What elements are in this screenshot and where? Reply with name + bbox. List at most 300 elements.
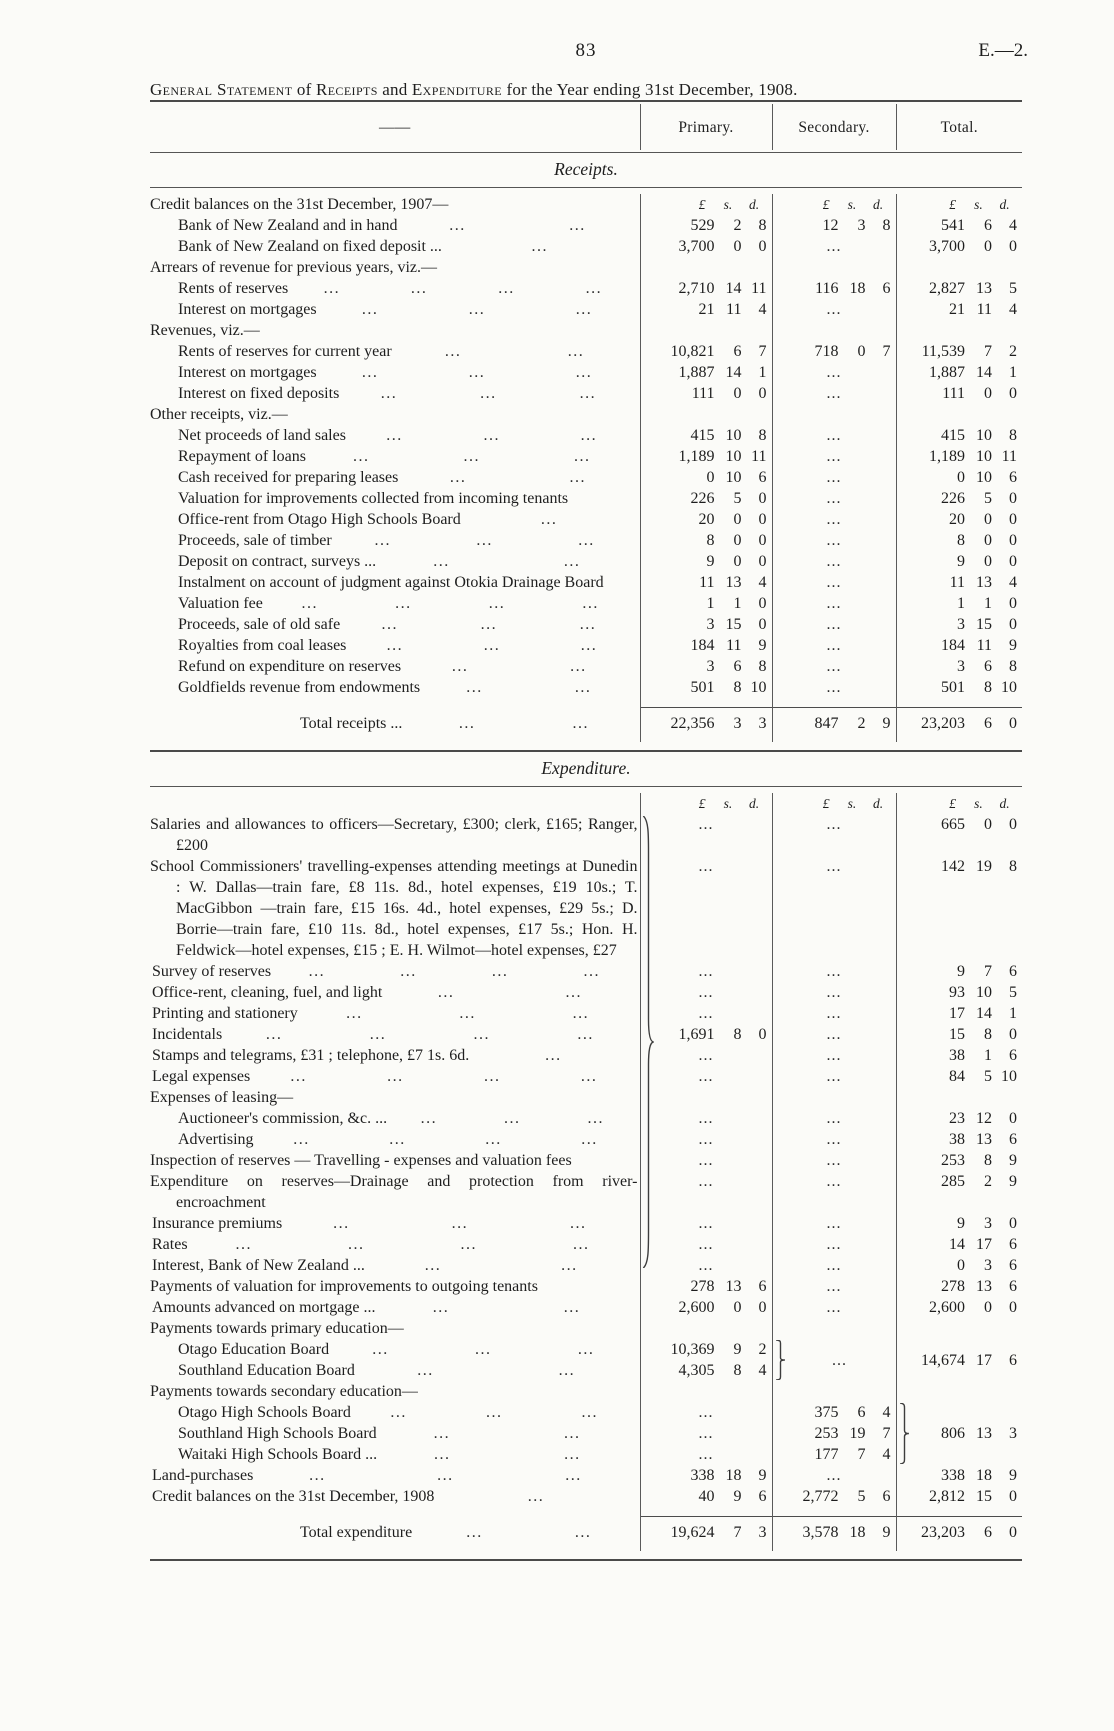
leader-dots: ...: [577, 1341, 595, 1358]
amount: [899, 635, 1021, 656]
row-label: [150, 708, 640, 742]
amount-cell: [896, 551, 1022, 572]
row-label-text: Interest on fixed deposits: [178, 385, 340, 402]
amount-shillings: 12: [976, 1110, 992, 1127]
amount-pence: 0: [758, 532, 767, 549]
amount-shillings: 1: [984, 595, 992, 612]
amount-shillings: 0: [733, 1299, 742, 1316]
row-label-text: Land-purchases: [152, 1467, 254, 1484]
leader-dots: ...: [488, 595, 506, 612]
leader-dots: ...: [380, 385, 398, 402]
amount-pence: 8: [758, 427, 767, 444]
leader-dots: ...: [570, 658, 587, 675]
row-label: Revenues, viz.—: [150, 322, 260, 339]
row-label: [150, 215, 640, 236]
ellipsis: ...: [826, 595, 842, 612]
leader-dots: ...: [389, 1131, 406, 1148]
table-row: [150, 698, 1022, 708]
table-row: [150, 1150, 1022, 1171]
column-header-total: Total.: [896, 104, 1022, 150]
amount-pence: 8: [758, 217, 767, 234]
ellipsis: ...: [826, 1131, 842, 1148]
row-label: Other receipts, viz.—: [150, 406, 288, 423]
amount-cell: [640, 1517, 772, 1552]
row-label: [150, 1003, 640, 1024]
amount-pence: 10: [750, 679, 767, 696]
row-label-text: Valuation fee: [178, 595, 263, 612]
table-row: [150, 404, 1022, 425]
amount-shillings: 3: [733, 715, 742, 732]
ellipsis: ...: [698, 984, 714, 1001]
ellipsis: ...: [826, 1236, 842, 1253]
leader-dots: ...: [579, 385, 597, 402]
amount-cell: [896, 1066, 1022, 1087]
leader-dots: ...: [361, 301, 379, 318]
amount-pounds: 226: [941, 490, 965, 507]
leader-dots: ...: [235, 1236, 253, 1253]
amount-cell: [772, 614, 896, 635]
amount-cell: [640, 1360, 772, 1381]
amount-cell: [896, 404, 1022, 425]
amount-cell: [640, 215, 772, 236]
amount-cell: [640, 614, 772, 635]
table-row: [150, 1213, 1022, 1234]
amount-cell: [896, 1087, 1022, 1108]
leader-dots: ...: [561, 1257, 578, 1274]
amount-pence: 7: [758, 343, 767, 360]
brace-icon: [775, 1340, 786, 1380]
leader-dots: ...: [466, 679, 483, 696]
amount-pounds: 529: [690, 217, 715, 234]
amount-shillings: 11: [976, 637, 992, 654]
row-label: [150, 1066, 640, 1087]
ellipsis: ...: [826, 637, 842, 654]
amount-cell: [640, 982, 772, 1003]
leader-dots: ...: [580, 637, 598, 654]
amount-pounds: 23,203: [921, 1524, 965, 1541]
row-label: [150, 593, 640, 614]
amount-cell: [772, 1150, 896, 1171]
row-label: [150, 1360, 640, 1381]
amount-pence: 0: [758, 553, 767, 570]
row-label: [150, 1297, 640, 1318]
amount-pence: 0: [1009, 490, 1017, 507]
amount-cell: [772, 572, 896, 593]
amount-cell: [772, 982, 896, 1003]
amount-shillings: 6: [733, 343, 742, 360]
leader-dots: ...: [572, 1236, 590, 1253]
currency-unit-header: [775, 194, 894, 215]
row-label-text: Refund on expenditure on reserves: [178, 658, 402, 675]
amount-cell: [640, 1255, 772, 1276]
amount-pounds: 23: [949, 1110, 965, 1127]
amount-cell: [772, 341, 896, 362]
unit-s: s.: [847, 197, 857, 212]
leader-dots: ...: [567, 343, 585, 360]
amount: [899, 961, 1021, 982]
amount-pence: 6: [1009, 1351, 1017, 1369]
row-label: [150, 1507, 640, 1517]
column-header-table: [150, 104, 1022, 150]
row-label: Payments towards primary education—: [150, 1320, 404, 1337]
title-segment: General Statement: [150, 80, 293, 99]
amount: [775, 1402, 894, 1423]
row-label-text: Interest on mortgages: [178, 301, 317, 318]
leader-dots: ...: [473, 1026, 491, 1043]
amount-pounds: 1,887: [929, 364, 965, 381]
amount: [643, 488, 770, 509]
amount-cell: [772, 1339, 896, 1381]
row-label-text: Incidentals: [152, 1026, 223, 1043]
currency-unit-header: [643, 793, 770, 814]
amount: [899, 1150, 1021, 1171]
leader-dots: ...: [480, 385, 497, 402]
row-label: [150, 793, 640, 814]
amount-pounds: 11,539: [921, 343, 965, 360]
amount-pounds: 12: [822, 217, 839, 234]
amount-pounds: 2,600: [929, 1299, 965, 1316]
amount-pence: 4: [1009, 301, 1017, 318]
amount-shillings: 7: [857, 1446, 866, 1463]
amount-pence: 10: [1001, 1068, 1017, 1085]
ellipsis: ...: [826, 616, 842, 633]
amount-cell: [896, 278, 1022, 299]
amount-pounds: 9: [706, 553, 715, 570]
ellipsis: ...: [826, 1467, 842, 1484]
leader-dots: ...: [468, 364, 486, 381]
amount-pence: 3: [758, 1524, 767, 1541]
amount: [899, 236, 1021, 257]
amount: [775, 713, 894, 734]
amount-cell: [772, 278, 896, 299]
ellipsis: ...: [698, 1257, 714, 1274]
amount-cell: [896, 1045, 1022, 1066]
leader-dots: ...: [527, 1488, 545, 1505]
paper-reference: E.—2.: [978, 40, 1028, 61]
table-row: [150, 593, 1022, 614]
amount-shillings: 3: [984, 1257, 992, 1274]
amount-cell: [772, 1517, 896, 1552]
table-row: [150, 1423, 1022, 1444]
amount-pounds: 2,812: [929, 1488, 965, 1505]
amount-pence: 0: [1009, 385, 1017, 402]
amount-cell: [640, 404, 772, 425]
amount-pounds: 17: [949, 1005, 965, 1022]
leader-dots: ...: [395, 595, 412, 612]
amount-cell: [896, 961, 1022, 982]
amount-shillings: 3: [857, 217, 866, 234]
amount-pounds: 10,369: [670, 1341, 715, 1358]
amount-cell: [640, 708, 772, 743]
table-row: [150, 614, 1022, 635]
amount-cell: [772, 635, 896, 656]
total-row: [150, 1517, 1022, 1552]
amount-cell: [772, 1024, 896, 1045]
amount: [899, 1213, 1021, 1234]
amount-pence: 0: [758, 1026, 767, 1043]
amount-cell: [640, 1444, 772, 1465]
amount-pounds: 501: [690, 679, 715, 696]
row-label: Payments towards secondary education—: [150, 1383, 418, 1400]
amount-cell: [772, 814, 896, 856]
ellipsis: ...: [826, 984, 842, 1001]
leader-dots: ...: [582, 595, 599, 612]
amount-cell: [896, 856, 1022, 961]
amount-pounds: 8: [957, 532, 965, 549]
unit-d: d.: [999, 796, 1010, 811]
row-label-text: Otago Education Board: [178, 1341, 330, 1358]
amount: [899, 1108, 1021, 1129]
table-row: [150, 299, 1022, 320]
amount: [899, 713, 1021, 734]
amount: [643, 446, 770, 467]
amount-pence: 7: [882, 343, 891, 360]
amount-cell: [896, 320, 1022, 341]
amount-pence: 0: [758, 1299, 767, 1316]
amount-shillings: 6: [984, 217, 992, 234]
amount-shillings: 10: [976, 469, 992, 486]
row-label: [150, 614, 640, 635]
amount-pence: 0: [1009, 238, 1017, 255]
amount-pence: 6: [758, 469, 767, 486]
amount-cell: [640, 1003, 772, 1024]
amount-cell: [896, 383, 1022, 404]
amount-cell: [640, 1318, 772, 1339]
amount: [899, 1066, 1021, 1087]
amount-cell: [896, 635, 1022, 656]
amount-pounds: 2,710: [678, 280, 715, 297]
amount-pence: 2: [1009, 343, 1017, 360]
leader-dots: ...: [569, 469, 586, 486]
amount-pounds: 14: [949, 1236, 965, 1253]
leader-dots: ...: [575, 364, 593, 381]
leader-dots: ...: [458, 714, 476, 732]
row-label-text: Repayment of loans: [178, 448, 306, 465]
row-label-text: Southland Education Board: [178, 1362, 355, 1379]
amount-pounds: 3,700: [929, 238, 965, 255]
row-label: [150, 1213, 640, 1234]
amount-pence: 6: [758, 1278, 767, 1295]
amount-shillings: 11: [726, 301, 742, 318]
amount-shillings: 14: [725, 364, 742, 381]
amount: [899, 814, 1021, 835]
amount-cell: [772, 708, 896, 743]
ellipsis: ...: [698, 1236, 714, 1253]
table-row: [150, 320, 1022, 341]
leader-dots: ...: [390, 1404, 407, 1421]
amount-cell: [772, 446, 896, 467]
row-label: [150, 1339, 640, 1360]
leader-dots: ...: [564, 1446, 581, 1463]
leader-dots: ...: [563, 553, 581, 570]
amount: [899, 551, 1021, 572]
amount-cell: [640, 1297, 772, 1318]
table-row: [150, 215, 1022, 236]
row-label-text: Waitaki High Schools Board ...: [178, 1446, 378, 1463]
amount: [899, 1522, 1021, 1543]
amount-cell: [640, 467, 772, 488]
amount-pounds: 184: [941, 637, 965, 654]
amount-shillings: 0: [733, 532, 742, 549]
ellipsis: ...: [698, 1068, 714, 1085]
amount-cell: [640, 1024, 772, 1045]
amount-cell: [772, 1381, 896, 1402]
amount-shillings: 13: [725, 1278, 742, 1295]
amount-pence: 0: [758, 490, 767, 507]
amount-cell: [896, 215, 1022, 236]
column-header-primary: Primary.: [640, 104, 772, 150]
amount-shillings: 18: [849, 280, 866, 297]
leader-dots: ...: [348, 1236, 365, 1253]
amount: [643, 215, 770, 236]
amount-pounds: 3: [957, 658, 965, 675]
amount-shillings: 10: [725, 427, 742, 444]
amount: [643, 677, 770, 698]
leader-dots: ...: [387, 1068, 404, 1085]
table-row: [150, 530, 1022, 551]
amount-shillings: 2: [857, 715, 866, 732]
table-row: [150, 1276, 1022, 1297]
amount-shillings: 0: [733, 238, 742, 255]
ellipsis: ...: [832, 1351, 847, 1369]
page-header: [150, 40, 1028, 68]
amount-pence: 9: [1009, 1152, 1017, 1169]
leader-dots: ...: [466, 1523, 483, 1541]
amount-cell: [640, 1402, 772, 1423]
table-row: [150, 551, 1022, 572]
amount-shillings: 0: [984, 1299, 992, 1316]
amount-pounds: 3,578: [802, 1524, 839, 1541]
table-row: [150, 1108, 1022, 1129]
ellipsis: ...: [698, 1425, 714, 1442]
leader-dots: ...: [352, 448, 370, 465]
amount-pounds: 1,189: [678, 448, 715, 465]
leader-dots: ...: [585, 280, 603, 297]
ellipsis: ...: [826, 1278, 842, 1295]
amount-cell: [896, 341, 1022, 362]
amount-cell: [640, 1129, 772, 1150]
ellipsis: ...: [698, 1173, 714, 1190]
receipts-table: [150, 194, 1022, 742]
table-row: [150, 1087, 1022, 1108]
amount-cell: [640, 1381, 772, 1402]
row-label-text: Proceeds, sale of timber: [178, 532, 332, 549]
amount-cell: [772, 1507, 896, 1517]
ellipsis: ...: [826, 364, 842, 381]
amount-cell: [640, 299, 772, 320]
leader-dots: ...: [468, 301, 486, 318]
ellipsis: ...: [826, 427, 842, 444]
amount-pence: 0: [758, 385, 767, 402]
amount-pence: 4: [1009, 574, 1017, 591]
amount-cell: [772, 215, 896, 236]
amount-pence: 0: [1009, 532, 1017, 549]
row-label-text: Advertising: [178, 1131, 254, 1148]
amount: [643, 383, 770, 404]
leader-dots: ...: [460, 1236, 477, 1253]
leader-dots: ...: [580, 427, 598, 444]
amount-cell: [640, 677, 772, 698]
amount: [643, 713, 770, 734]
amount: [899, 1171, 1021, 1192]
amount-pence: 2: [758, 1341, 767, 1358]
amount-pence: 0: [1009, 553, 1017, 570]
currency-unit-header: [643, 194, 770, 215]
amount-pence: 4: [1009, 217, 1017, 234]
row-label: [150, 1108, 640, 1129]
ellipsis: ...: [826, 1173, 842, 1190]
amount-cell: [640, 341, 772, 362]
ellipsis: ...: [826, 858, 842, 875]
row-label: [150, 362, 640, 383]
amount-cell: [896, 1486, 1022, 1507]
amount-shillings: 8: [984, 1152, 992, 1169]
amount: [899, 614, 1021, 635]
expenditure-table: [150, 793, 1022, 1551]
ellipsis: ...: [826, 658, 842, 675]
ellipsis: ...: [826, 1047, 842, 1064]
amount-cell: [640, 635, 772, 656]
leader-dots: ...: [386, 637, 404, 654]
amount-cell: [640, 814, 772, 856]
amount-pounds: 1,691: [678, 1026, 715, 1043]
amount: [643, 1486, 770, 1507]
amount-pence: 9: [1009, 637, 1017, 654]
amount-shillings: 14: [725, 280, 742, 297]
amount-shillings: 6: [984, 1524, 992, 1541]
ellipsis: ...: [698, 1215, 714, 1232]
amount-cell: [640, 278, 772, 299]
amount-pounds: 278: [690, 1278, 715, 1295]
leader-dots: ...: [574, 1523, 592, 1541]
amount-shillings: 17: [976, 1236, 992, 1253]
amount-pounds: 10,821: [670, 343, 715, 360]
amount-shillings: 7: [984, 343, 992, 360]
amount-cell: [640, 362, 772, 383]
amount-pence: 3: [1009, 1425, 1017, 1442]
amount-shillings: 0: [984, 532, 992, 549]
amount-pounds: 2,827: [929, 280, 965, 297]
amount: [899, 1297, 1021, 1318]
row-label: [150, 656, 640, 677]
row-label: [150, 1129, 640, 1150]
table-row: [150, 278, 1022, 299]
amount-cell: [772, 1465, 896, 1486]
amount: [643, 278, 770, 299]
table-row: [150, 1171, 1022, 1213]
amount: [775, 215, 894, 236]
amount: [899, 341, 1021, 362]
leader-dots: ...: [475, 1341, 492, 1358]
row-label-text: Stamps and telegrams, £31 ; telephone, £7 1s. 6d.: [152, 1047, 470, 1064]
leader-dots: ...: [333, 1215, 350, 1232]
row-label: [150, 551, 640, 572]
amount-shillings: 15: [725, 616, 742, 633]
row-label: [150, 1024, 640, 1045]
leader-dots: ...: [417, 1362, 434, 1379]
amount-cell: [772, 1276, 896, 1297]
amount-shillings: 0: [733, 385, 742, 402]
leader-dots: ...: [293, 1131, 310, 1148]
amount: [899, 593, 1021, 614]
amount-shillings: 1: [984, 1047, 992, 1064]
amount: [899, 656, 1021, 677]
leader-dots: ...: [410, 280, 428, 297]
amount-shillings: 18: [725, 1467, 742, 1484]
row-label-text: Credit balances on the 31st December, 1908: [152, 1488, 435, 1505]
unit-s: s.: [847, 796, 857, 811]
row-label: [150, 530, 640, 551]
